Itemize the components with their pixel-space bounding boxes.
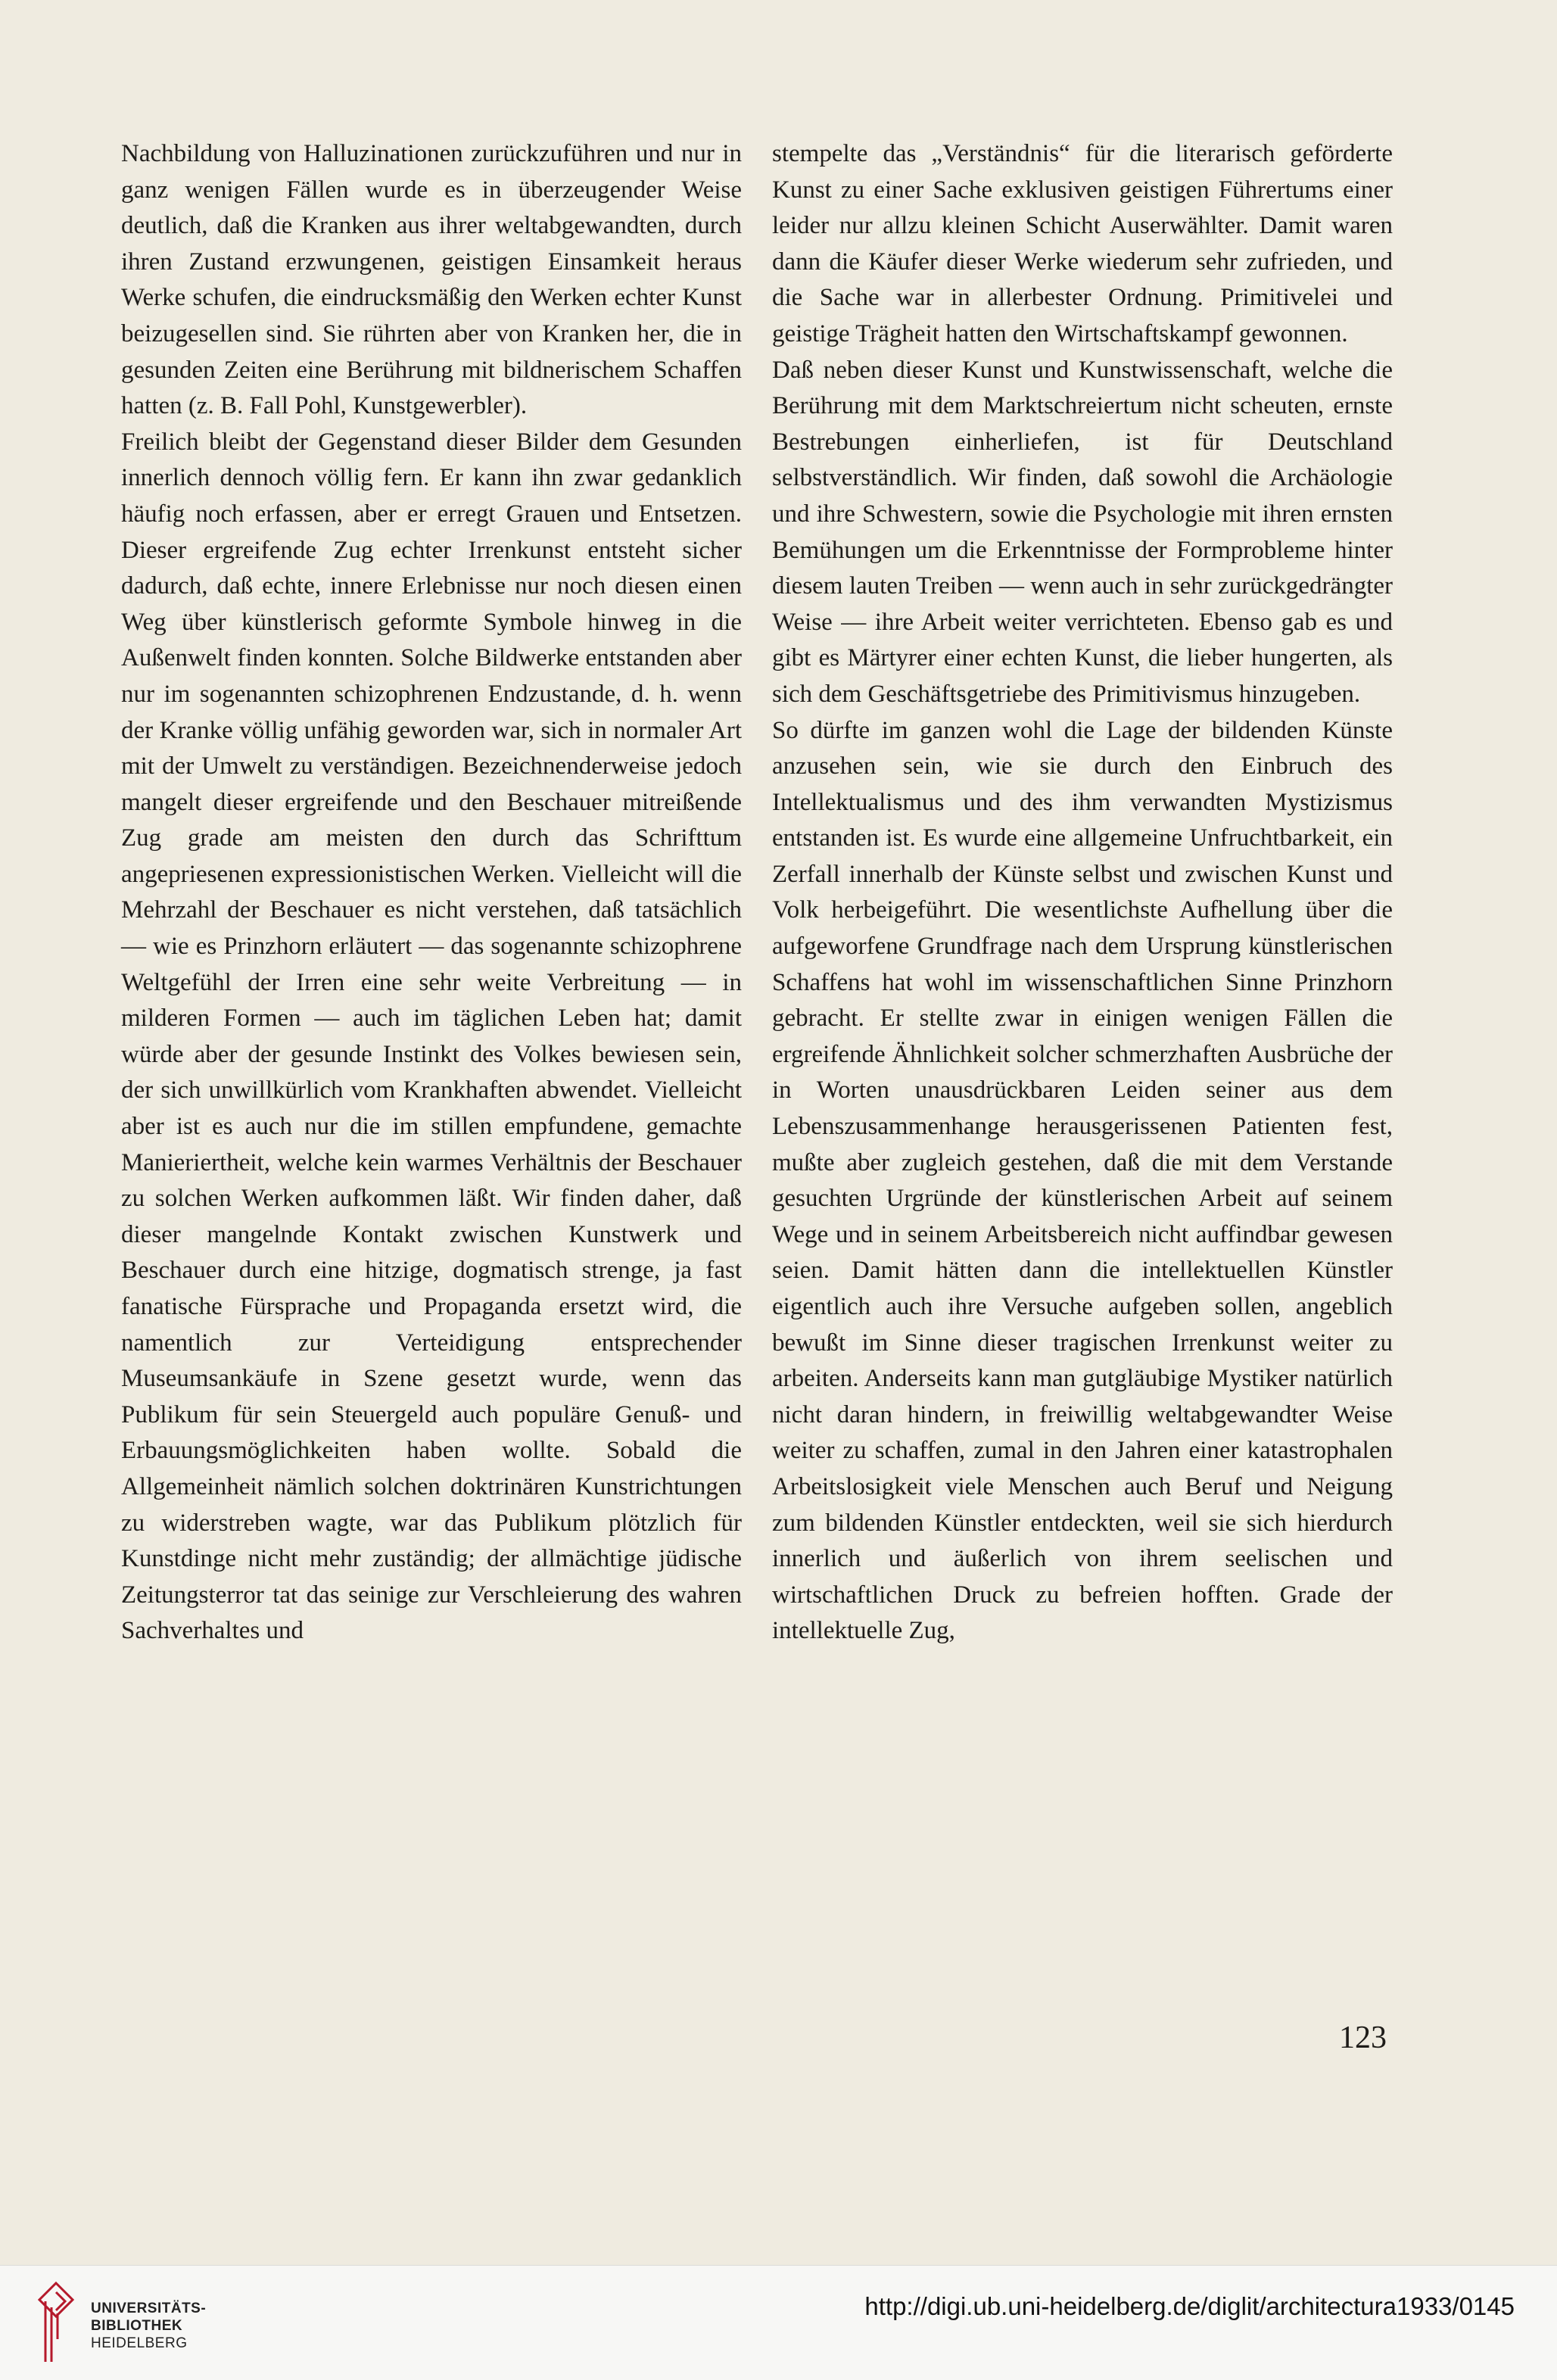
paragraph: So dürfte im ganzen wohl die Lage der bildenden Künste anzusehen sein, wie sie durch den Einbruch des Intellektualismus und des ihm verwandten Mystizismus entstanden ist. Es wurde eine allgemeine Unfruchtbarkeit, ein Zerfall innerhalb der Künste selbst und zwischen Kunst und Volk herbeigeführt. Die wesentlichste Aufhellung über die aufgeworfene Grundfrage nach dem Ursprung künstlerischen Schaffens hat wohl im wissenschaftlichen Sinne Prinzhorn gebracht. Er stellte zwar in einigen wenigen Fällen die ergreifende Ähnlichkeit solcher schmerzhaften Ausbrüche der in Worten unausdrückbaren Leiden seiner aus dem Lebenszusammenhange herausgerissenen Patienten fest, mußte aber zugleich gestehen, daß die mit dem Verstande gesuchten Urgründe der künstlerischen Arbeit auf seinem Wege und in seinem Arbeitsbereich nicht auffindbar gewesen seien. Damit hätten dann die intellektuellen Künstler eigentlich auch ihre Versuche aufgeben sollen, angeblich bewußt im Sinne dieser tragischen Irrenkunst weiter zu arbeiten. Anderseits kann man gutgläubige Mystiker natürlich nicht daran hindern, in freiwillig weltabgewandter Weise weiter zu schaffen, zumal in den Jahren einer katastrophalen Arbeitslosigkeit viele Menschen auch Beruf und Neigung zum bildenden Künstler entdeckten, weil sie sich hierdurch innerlich und äußerlich von ihrem seelischen und wirtschaftlichen Druck zu befreien hofften. Grade der intellektuelle Zug, xyxy=(772,716,1393,1645)
paragraph: Daß neben dieser Kunst und Kunstwissenschaft, welche die Berührung mit dem Marktschreiertum nicht scheuten, ernste Bestrebungen einherliefen, ist für Deutschland selbstverständlich. Wir finden, daß sowohl die Archäologie und ihre Schwestern, sowie die Psychologie mit ihren ernsten Bemühungen um die Erkenntnisse der Formprobleme hinter diesem lauten Treiben — wenn auch in sehr zurückgedrängter Weise — ihre Arbeit weiter verrichteten. Ebenso gab es und gibt es Märtyrer einer echten Kunst, die lieber hungerten, als sich dem Geschäftsgetriebe des Primitivismus hinzugeben. xyxy=(772,356,1393,708)
paragraph: Nachbildung von Halluzinationen zurückzuführen und nur in ganz wenigen Fällen wurde es in überzeugender Weise deutlich, daß die Kranken aus ihrer weltabgewandten, durch ihren Zustand erzwungenen, geistigen Einsamkeit heraus Werke schufen, die eindrucksmäßig den Werken echter Kunst beizugesellen sind. Sie rührten aber von Kranken her, die in gesunden Zeiten eine Berührung mit bildnerischem Schaffen hatten (z. B. Fall Pohl, Kunstgewerbler). xyxy=(121,140,742,420)
paragraph: Freilich bleibt der Gegenstand dieser Bilder dem Gesunden innerlich dennoch völlig fern. Er kann ihn zwar gedanklich häufig noch erfassen, aber er erregt Grauen und Entsetzen. Dieser ergreifende Zug echter Irrenkunst entsteht sicher dadurch, daß echte, innere Erlebnisse nur noch diesen einen Weg über künstlerisch geformte Symbole hinweg in die Außenwelt finden konnten. Solche Bildwerke entstanden aber nur im sogenannten schizophrenen Endzustande, d. h. wenn der Kranke völlig unfähig geworden war, sich in normaler Art mit der Umwelt zu verständigen. Bezeichnenderweise jedoch mangelt dieser ergreifende und den Beschauer mitreißende Zug grade am meisten den durch das Schrifttum angepriesenen expressionistischen Werken. Vielleicht will die Mehrzahl der Beschauer es nicht verstehen, daß tatsächlich — wie es Prinzhorn erläutert — das sogenannte schizophrene Weltgefühl der Irren eine sehr weite Verbreitung — in milderen Formen — auch im täglichen Leben hat; damit würde aber der gesunde Instinkt des Volkes bewiesen sein, der sich unwillkürlich vom Krankhaften abwendet. Vielleicht aber ist es auch nur die im stillen empfundene, gemachte Manieriertheit, welche kein warmes Verhältnis der Beschauer zu solchen Werken aufkommen läßt. Wir finden daher, daß dieser mangelnde Kontakt zwischen Kunstwerk und Beschauer durch eine hitzige, dogmatisch strenge, ja fast fanatische Fürsprache und Propaganda ersetzt wird, die namentlich zur Verteidigung entsprechender Museumsankäufe in Szene gesetzt wurde, wenn das Publikum für sein Steuergeld auch populäre Genuß- und Erbauungsmöglichkeiten haben wollte. Sobald die Allgemeinheit nämlich solchen doktrinären Kunstrichtungen zu widerstreben wagte, war das Publikum plötzlich für Kunstdinge nicht mehr zuständig; der allmächtige jüdische Zeitungsterror tat das seinige zur Verschleierung des wahren Sachverhaltes und xyxy=(121,428,742,1645)
library-name-line: UNIVERSITÄTS- xyxy=(91,2301,207,2316)
right-text-column xyxy=(772,136,1393,1649)
library-name-line: HEIDELBERG xyxy=(91,2335,188,2351)
paragraph: stempelte das „Verständnis“ für die literarisch geförderte Kunst zu einer Sache exklusiven geistigen Führertums einer leider nur allzu kleinen Schicht Auserwählter. Damit waren dann die Käufer dieser Werke wiederum sehr zufrieden, und die Sache war in allerbester Ordnung. Primitivelei und geistige Trägheit hatten den Wirtschaftskampf gewonnen. xyxy=(772,140,1393,347)
permalink-url[interactable]: http://digi.ub.uni-heidelberg.de/diglit/architectura1933/0145 xyxy=(864,2292,1515,2320)
library-logo-icon xyxy=(35,2279,79,2366)
page-number: 123 xyxy=(1339,2020,1387,2055)
digitization-footer xyxy=(0,2265,1557,2380)
library-name xyxy=(91,2300,206,2352)
library-name-line: BIBLIOTHEK xyxy=(91,2318,183,2334)
left-text-column xyxy=(121,136,742,1649)
